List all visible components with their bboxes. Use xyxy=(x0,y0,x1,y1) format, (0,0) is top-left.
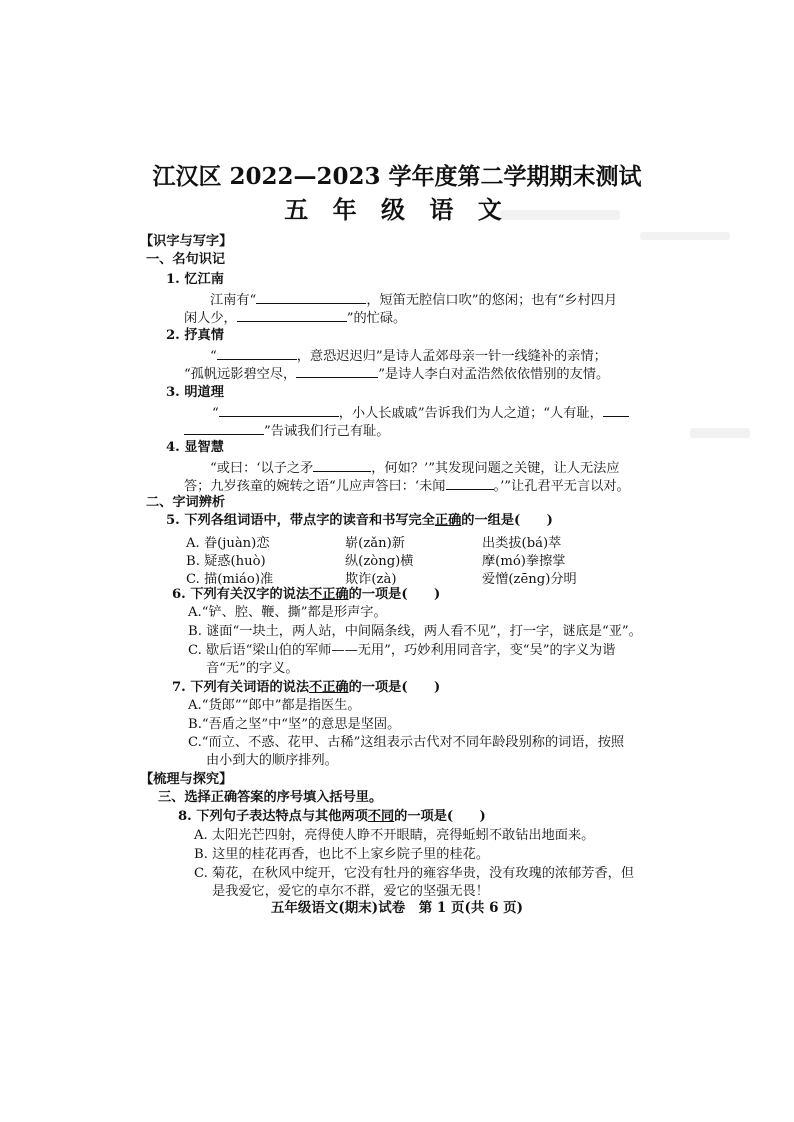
option-a: A.“铲、腔、鞭、撕”都是形声字。 xyxy=(188,605,387,620)
section-heading: 【梳理与探究】 xyxy=(140,772,233,787)
answer-blank[interactable] xyxy=(184,421,264,435)
answer-blank[interactable] xyxy=(237,308,347,322)
question-line: “孤帆远影碧空尽， ”是诗人李白对孟浩然依依惜别的友情。 xyxy=(184,364,609,383)
answer-blank[interactable] xyxy=(219,403,339,417)
question-line: “或曰：‘以子之矛 ，何如？’”其发现问题之关键，让人无法应 xyxy=(210,458,620,477)
option-c: C. 菊花，在秋风中绽开，它没有牡丹的雍容华贵，没有玫瑰的浓郁芳香，但 xyxy=(194,866,635,881)
answer-blank[interactable] xyxy=(313,458,371,472)
answer-blank[interactable] xyxy=(256,290,366,304)
option-c-1: C. 描(miáo)准 xyxy=(186,572,274,587)
question-line: “ ，意恐迟迟归”是诗人孟郊母亲一针一线缝补的亲情； xyxy=(210,346,607,365)
answer-blank[interactable] xyxy=(217,346,297,360)
answer-blank[interactable] xyxy=(296,364,378,378)
question-stem: 5. 下列各组词语中，带点字的读音和书写完全正确的一组是( ) xyxy=(166,513,553,528)
option-c-2: 欺诈(zà) xyxy=(345,572,397,587)
option-b-3: 摩(mó)拳擦掌 xyxy=(482,554,566,569)
question-title: 1. 忆江南 xyxy=(166,272,224,287)
question-stem: 8. 下列句子表达特点与其他两项不同的一项是( ) xyxy=(178,809,486,824)
question-title: 3. 明道理 xyxy=(166,385,224,400)
option-a-1: A. 眷(juàn)恋 xyxy=(186,536,270,551)
bleed-through-mark xyxy=(640,232,730,240)
question-stem: 7. 下列有关词语的说法不正确的一项是( ) xyxy=(172,680,441,695)
option-c-cont: 由小到大的顺序排列。 xyxy=(206,753,338,768)
option-b: B. 谜面“一块土，两人站，中间隔条线，两人看不见”，打一字，谜底是“亚”。 xyxy=(188,624,642,639)
option-b-1: B. 疑惑(huò) xyxy=(186,554,266,569)
option-c: C.“而立、不惑、花甲、古稀”这组表示古代对不同年龄段别称的词语，按照 xyxy=(188,735,625,750)
answer-blank[interactable] xyxy=(446,476,494,490)
option-c: C. 歇后语“梁山伯的军师——无用”，巧妙利用同音字，变“吴”的字义为谐 xyxy=(188,643,616,658)
option-b-2: 纵(zòng)横 xyxy=(345,554,414,569)
section-title: 三、选择正确答案的序号填入括号里。 xyxy=(158,790,383,805)
section-title: 二、字词辨析 xyxy=(146,495,226,510)
option-a: A.“货郎”“郎中”都是指医生。 xyxy=(188,698,361,713)
page-footer: 五年级语文(期末)试卷 第 1 页(共 6 页) xyxy=(270,900,524,916)
option-c-3: 爱憎(zēng)分明 xyxy=(482,572,577,587)
section-title: 一、名句识记 xyxy=(146,252,226,267)
option-b: B. 这里的桂花再香，也比不上家乡院子里的桂花。 xyxy=(194,847,490,862)
answer-blank[interactable] xyxy=(603,403,629,417)
bleed-through-mark xyxy=(690,428,750,438)
option-c-cont: 是我爱它，爱它的卓尔不群，爱它的坚强无畏！ xyxy=(212,884,489,899)
option-a-3: 出类拔(bá)萃 xyxy=(482,536,562,551)
question-title: 4. 显智慧 xyxy=(166,440,224,455)
question-line: ”告诫我们行己有耻。 xyxy=(184,421,389,440)
page-title: 江汉区 2022—2023 学年度第二学期期末测试 xyxy=(152,163,642,190)
question-line: 闲人少， ”的忙碌。 xyxy=(184,308,406,327)
question-line: “ ，小人长戚戚”告诉我们为人之道；“人有耻， xyxy=(212,403,629,422)
option-c-cont: 音“无”的字义。 xyxy=(206,661,299,676)
question-line: 答；九岁孩童的婉转之语“儿应声答曰：‘未闻 。’”让孔君平无言以对。 xyxy=(184,476,630,495)
option-b: B.“吾盾之坚”中“坚”的意思是坚固。 xyxy=(188,717,401,732)
section-heading: 【识字与写字】 xyxy=(140,234,233,249)
page-subtitle: 五 年 级 语 文 xyxy=(284,195,510,224)
option-a-2: 崭(zǎn)新 xyxy=(345,536,405,551)
question-stem: 6. 下列有关汉字的说法不正确的一项是( ) xyxy=(172,587,441,602)
question-line: 江南有“ ，短笛无腔信口吹”的悠闲；也有“乡村四月 xyxy=(210,290,617,309)
question-title: 2. 抒真情 xyxy=(166,328,224,343)
option-a: A. 太阳光芒四射，亮得使人睁不开眼睛，亮得蚯蚓不敢钻出地面来。 xyxy=(194,828,595,843)
